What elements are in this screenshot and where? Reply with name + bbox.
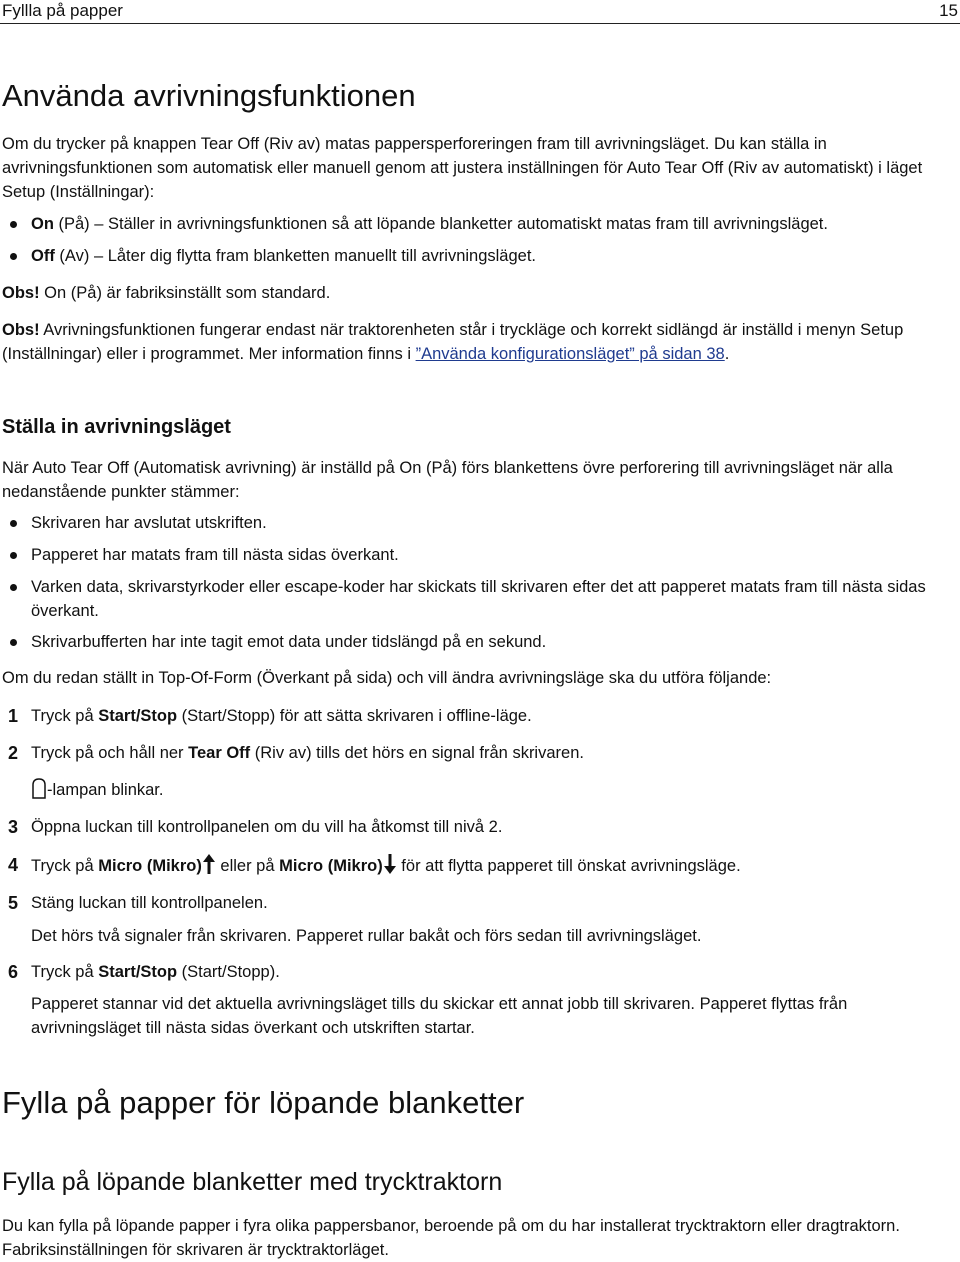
step-5-result: Det hörs två signaler från skrivaren. Papperet rullar bakåt och förs sedan till avrivningsläget.: [31, 927, 702, 945]
note-tractor: [2, 318, 956, 366]
page-header: [0, 0, 960, 24]
step-text: Öppna luckan till kontrollpanelen om du vill ha åtkomst till nivå 2.: [31, 818, 503, 836]
button-name: Micro (Mikro): [98, 857, 202, 875]
step-text: (Riv av) tills det hörs en signal från skrivaren.: [250, 744, 584, 762]
bullet-icon: [10, 253, 17, 260]
running-header-title: Fyllla på papper: [2, 1, 123, 20]
note-label: Obs!: [2, 321, 40, 339]
note-label: Obs!: [2, 284, 40, 302]
step-number: 5: [8, 893, 19, 913]
condition-text: Skrivarbufferten har inte tagit emot data under tidslängd på en sekund.: [31, 633, 547, 651]
note-end: .: [724, 345, 730, 363]
step-text: Tryck på: [31, 963, 99, 981]
subsection-title-push-tractor: Fylla på löpande blanketter med trycktraktorn: [2, 1168, 503, 1196]
lamp-blink-text: -lampan blinkar.: [47, 781, 164, 799]
button-name: Tear Off: [188, 744, 251, 762]
bullet-icon: [10, 552, 17, 559]
button-name: Micro (Mikro): [279, 857, 383, 875]
up-arrow-icon: [202, 853, 216, 875]
down-arrow-icon: [383, 853, 397, 875]
condition-text: Papperet har matats fram till nästa sidas överkant.: [31, 546, 399, 564]
section-title-continuous: Fylla på papper för löpande blanketter: [2, 1085, 525, 1120]
bullet-icon: [10, 639, 17, 646]
section-title-tear-off: Använda avrivningsfunktionen: [2, 78, 416, 113]
bullet-icon: [10, 584, 17, 591]
step-text: (Start/Stopp).: [177, 963, 280, 981]
note-default: [2, 281, 956, 305]
note-text: Avrivningsfunktionen fungerar endast när traktorenheten står i tryckläge och korrekt sidlängd är inställd i menyn Setup (Inställningar) eller i programmet. Mer information finns i: [2, 321, 904, 363]
page-number: 15: [939, 1, 958, 20]
step-number: 3: [8, 817, 19, 837]
step-6-result: Papperet stannar vid det aktuella avrivningsläget tills du skickar ett annat jobb till skrivaren. Papperet flyttas från avrivningsläget till nästa sidas överkant och utskriften startar.: [31, 995, 848, 1037]
condition-text: Skrivaren har avslutat utskriften.: [31, 514, 267, 532]
config-mode-link[interactable]: ”Använda konfigurationsläget” på sidan 38: [415, 345, 725, 363]
step-text: (Start/Stopp) för att sätta skrivaren i offline-läge.: [177, 707, 532, 725]
bullet-icon: [10, 221, 17, 228]
step-text: Tryck på: [31, 707, 99, 725]
set-tear-intro: När Auto Tear Off (Automatisk avrivning) är inställd på On (På) förs blankettens övre perforering till avrivningsläget när alla nedanstående punkter stämmer:: [2, 459, 893, 501]
steps-lead: Om du redan ställt in Top-Of-Form (Överkant på sida) och vill ändra avrivningsläge ska du utföra följande:: [2, 669, 772, 687]
step-text: för att flytta papperet till önskat avrivningsläge.: [396, 857, 741, 875]
step-text: Tryck på och håll ner: [31, 744, 189, 762]
option-off-text: (Av) – Låter dig flytta fram blanketten manuellt till avrivningsläget.: [54, 247, 537, 265]
step-text: eller på: [215, 857, 280, 875]
continuous-intro: Du kan fylla på löpande papper i fyra olika pappersbanor, beroende på om du har installerat trycktraktorn eller dragtraktorn. Fabriksinställningen för skrivaren är trycktraktorläget.: [2, 1217, 900, 1259]
tear-off-intro: Om du trycker på knappen Tear Off (Riv av) matas pappersperforeringen fram till avrivningsläget. Du kan ställa in avrivningsfunktionen som automatisk eller manuell genom att justera inställningen för Auto Tear Off (Riv av automatiskt) i läget Setup (Inställningar):: [2, 135, 923, 201]
option-on-label: On: [31, 215, 54, 233]
step-number: 6: [8, 962, 19, 982]
step-number: 2: [8, 743, 19, 763]
option-off-label: Off: [31, 247, 55, 265]
button-name: Start/Stop: [98, 707, 178, 725]
bullet-icon: [10, 520, 17, 527]
option-on-text: (På) – Ställer in avrivningsfunktionen så att löpande blanketter automatiskt matas fram till avrivningsläget.: [53, 215, 828, 233]
condition-text: Varken data, skrivarstyrkoder eller escape-koder har skickats till skrivaren efter det att papperet matats fram till nästa sidas överkant.: [31, 578, 926, 620]
step-2-result: [31, 777, 956, 802]
button-name: Start/Stop: [98, 963, 178, 981]
tear-off-lamp-icon: [31, 777, 47, 799]
step-text: Tryck på: [31, 857, 99, 875]
section-title-set-tear: Ställa in avrivningsläget: [2, 416, 231, 438]
header-rule: [0, 23, 960, 24]
note-text: On (På) är fabriksinställt som standard.: [39, 284, 331, 302]
step-text: Stäng luckan till kontrollpanelen.: [31, 894, 268, 912]
step-number: 4: [8, 855, 19, 875]
step-number: 1: [8, 706, 19, 726]
